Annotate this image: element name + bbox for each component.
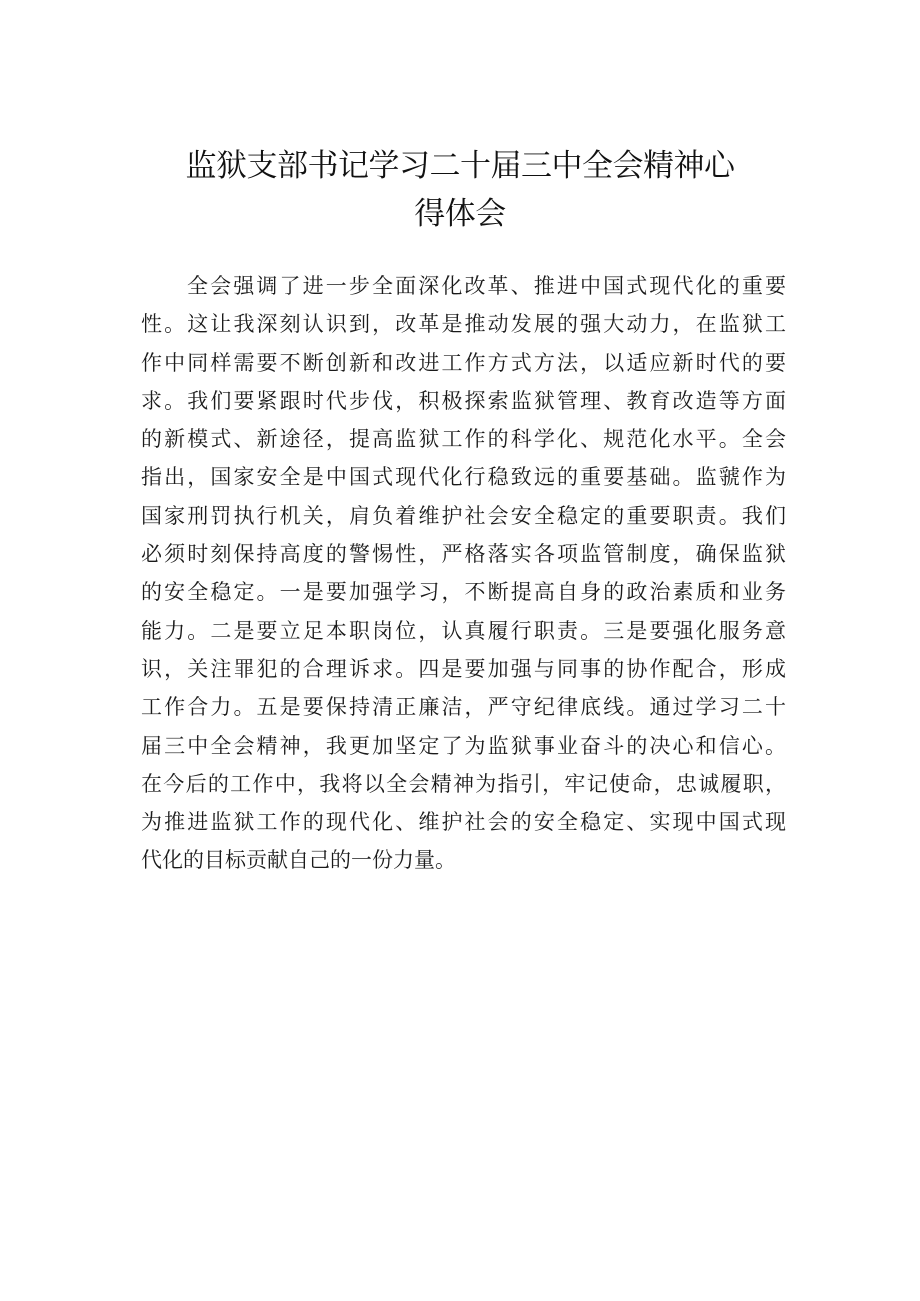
paragraph-line: 的安全稳定。一是要加强学习，不断提高自身的政治素质和业务 — [141, 580, 786, 605]
paragraph-line: 国家刑罚执行机关，肩负着维护社会安全稳定的重要职责。我们 — [141, 503, 786, 528]
paragraph-line: 能力。二是要立足本职岗位，认真履行职责。三是要强化服务意 — [141, 618, 786, 643]
paragraph-line: 届三中全会精神，我更加坚定了为监狱事业奋斗的决心和信心。 — [141, 733, 786, 758]
paragraph-line: 作中同样需要不断创新和改进工作方式方法，以适应新时代的要 — [141, 350, 786, 375]
paragraph-line: 识，关注罪犯的合理诉求。四是要加强与同事的协作配合，形成 — [141, 656, 786, 681]
paragraph-line: 必须时刻保持高度的警惕性，严格落实各项监管制度，确保监狱 — [141, 542, 786, 567]
title-line-1: 监狱支部书记学习二十届三中全会精神心 — [185, 148, 735, 184]
paragraph-line: 性。这让我深刻认识到，改革是推动发展的强大动力，在监狱工 — [141, 312, 786, 337]
paragraph-line: 的新模式、新途径，提高监狱工作的科学化、规范化水平。全会 — [141, 427, 786, 452]
paragraph-line: 代化的目标贡献自己的一份力量。 — [141, 848, 456, 873]
paragraph-line: 为推进监狱工作的现代化、维护社会的安全稳定、实现中国式现 — [141, 810, 786, 835]
paragraph-line: 全会强调了进一步全面深化改革、推进中国式现代化的重要 — [187, 274, 786, 298]
body-paragraph — [141, 267, 786, 880]
title-line-2: 得体会 — [414, 196, 506, 232]
paragraph-line: 指出，国家安全是中国式现代化行稳致远的重要基础。监虢作为 — [141, 465, 786, 490]
paragraph-line: 求。我们要紧跟时代步伐，积极探索监狱管理、教育改造等方面 — [141, 388, 786, 413]
document-title — [0, 142, 920, 238]
paragraph-line: 在今后的工作中，我将以全会精神为指引，牢记使命，忠诚履职， — [141, 771, 786, 796]
paragraph-line: 工作合力。五是要保持清正廉洁，严守纪律底线。通过学习二十 — [141, 695, 786, 720]
